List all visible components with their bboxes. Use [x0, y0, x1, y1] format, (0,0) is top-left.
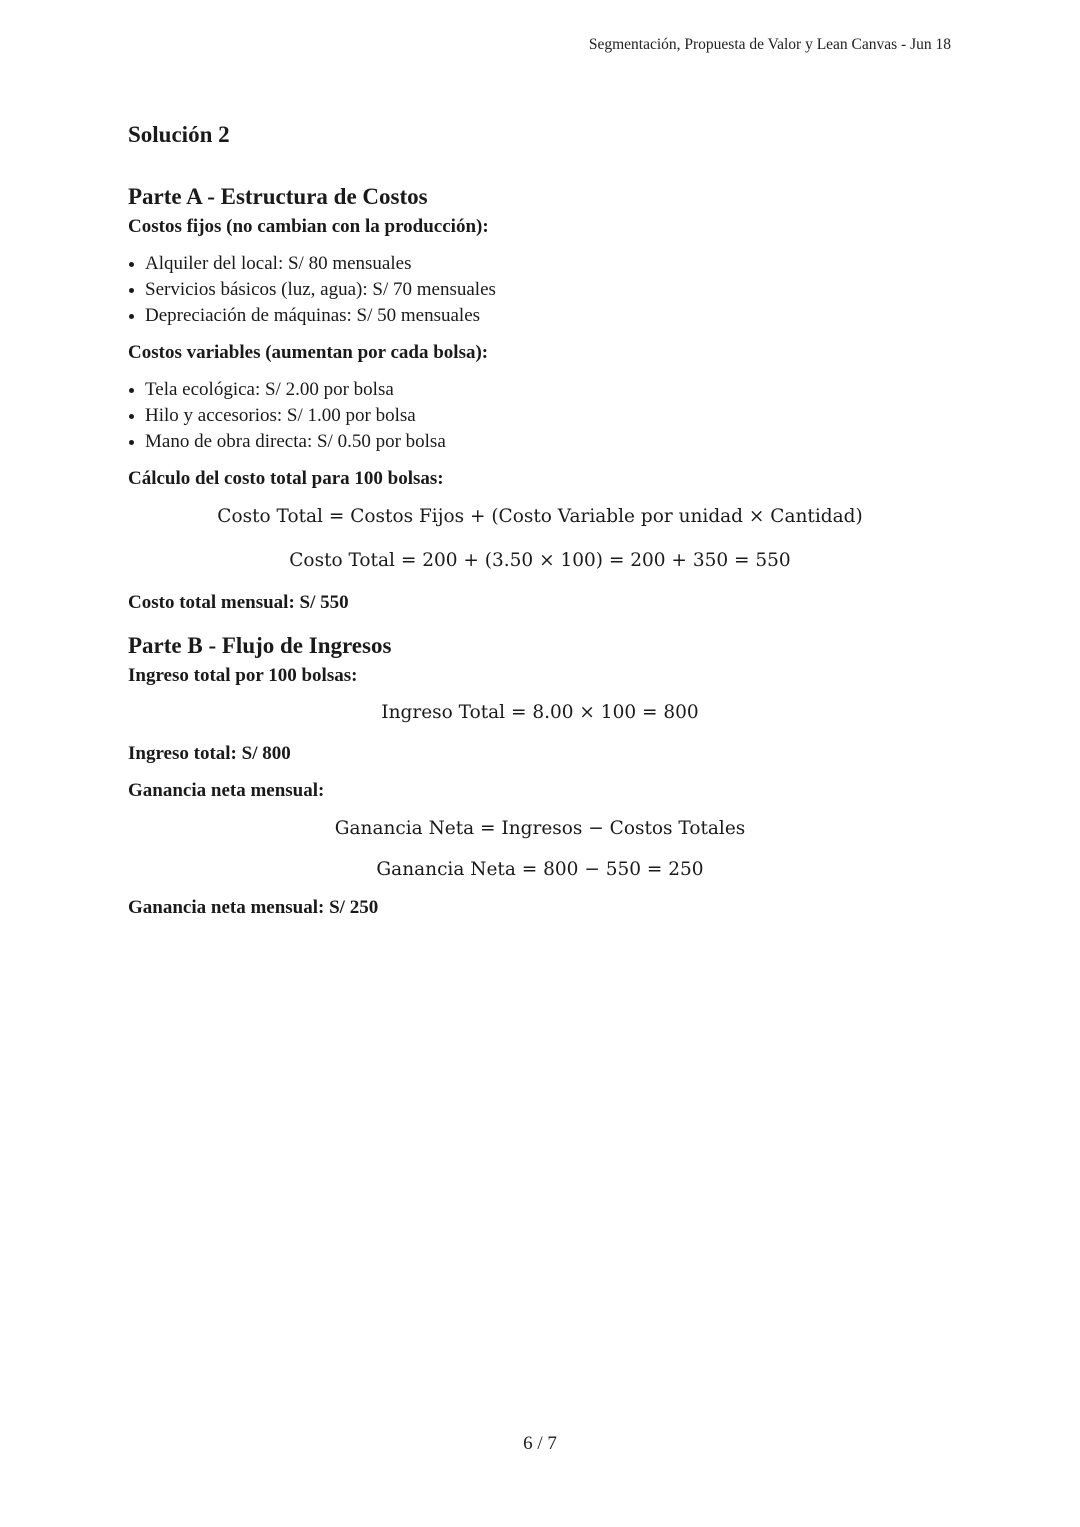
bullet-icon: [129, 262, 134, 267]
running-header: Segmentación, Propuesta de Valor y Lean Canvas - Jun 18: [588, 36, 951, 53]
part-b-title: Parte B - Flujo de Ingresos: [128, 633, 392, 658]
total-cost-calc-heading: Cálculo del costo total para 100 bolsas:: [128, 468, 444, 489]
bullet-icon: [129, 288, 134, 293]
list-item: Hilo y accesorios: S/ 1.00 por bolsa: [128, 403, 446, 429]
net-profit-result: Ganancia neta mensual: S/ 250: [128, 897, 379, 918]
net-profit-formula: Ganancia Neta = Ingresos − Costos Totales: [334, 818, 746, 839]
list-item: Mano de obra directa: S/ 0.50 por bolsa: [128, 429, 446, 455]
bullet-icon: [129, 414, 134, 419]
total-revenue-result: Ingreso total: S/ 800: [128, 743, 291, 764]
total-revenue-calculation: Ingreso Total = 8.00 × 100 = 800: [381, 702, 699, 723]
net-profit-heading: Ganancia neta mensual:: [128, 780, 325, 801]
net-profit-calculation: Ganancia Neta = 800 − 550 = 250: [376, 859, 704, 880]
list-item: Depreciación de máquinas: S/ 50 mensuales: [128, 303, 496, 329]
part-a-title: Parte A - Estructura de Costos: [128, 184, 428, 209]
total-revenue-heading: Ingreso total por 100 bolsas:: [128, 665, 358, 686]
list-item: Tela ecológica: S/ 2.00 por bolsa: [128, 377, 446, 403]
list-item: Servicios básicos (luz, agua): S/ 70 mensuales: [128, 277, 496, 303]
variable-costs-heading: Costos variables (aumentan por cada bolsa):: [128, 342, 489, 363]
solution-heading: Solución 2: [128, 122, 230, 147]
total-cost-formula: Costo Total = Costos Fijos + (Costo Variable por unidad × Cantidad): [217, 506, 863, 527]
total-cost-result: Costo total mensual: S/ 550: [128, 592, 349, 613]
fixed-costs-heading: Costos fijos (no cambian con la producción):: [128, 216, 489, 237]
bullet-icon: [129, 440, 134, 445]
bullet-icon: [129, 388, 134, 393]
total-cost-calculation: Costo Total = 200 + (3.50 × 100) = 200 + 350 = 550: [289, 550, 791, 571]
bullet-icon: [129, 314, 134, 319]
variable-costs-list: [128, 377, 446, 455]
list-item: Alquiler del local: S/ 80 mensuales: [128, 251, 496, 277]
fixed-costs-list: [128, 251, 496, 329]
page-number: 6 / 7: [523, 1433, 557, 1454]
